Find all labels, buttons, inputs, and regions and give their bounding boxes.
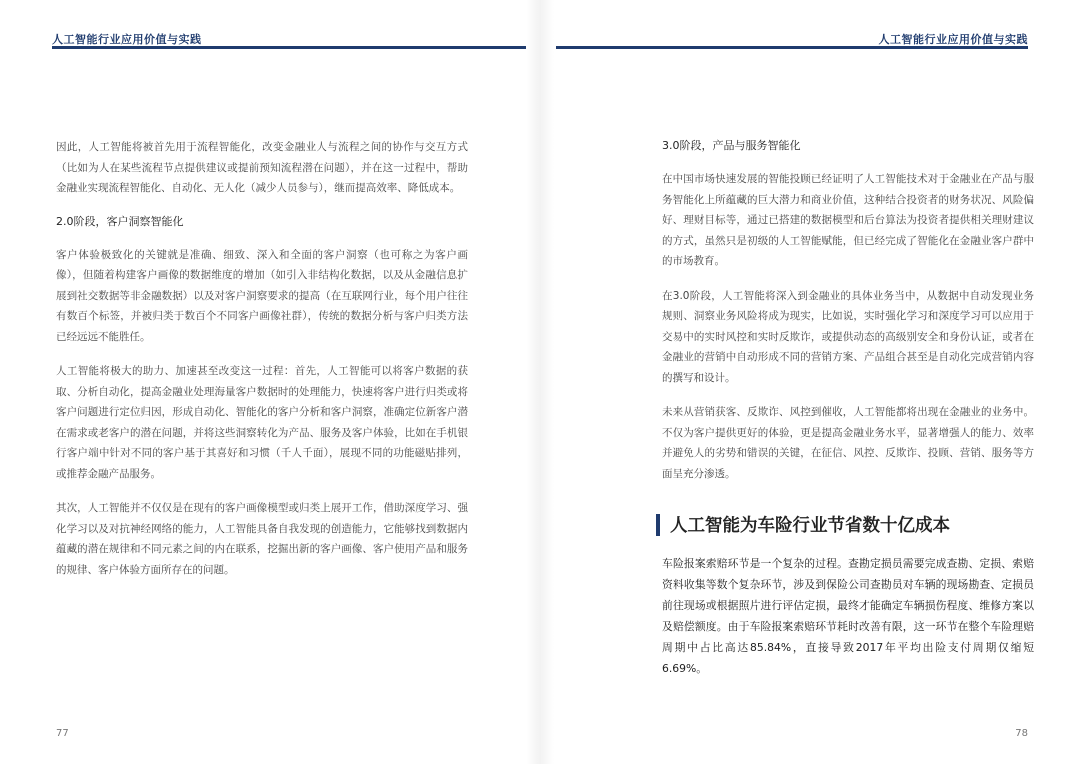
header-rule-left: [52, 46, 526, 49]
running-head-right: 人工智能行业应用价值与实践: [878, 33, 1028, 46]
paragraph: 客户体验极致化的关键就是准确、细致、深入和全面的客户洞察（也可称之为客户画像），但随着构建客户画像的数据维度的增加（如引入非结构化数据，以及从金融信息扩展到社交数据等非金融数据）以及对客户洞察要求的提高（在互联网行业，每个用户往往有数百个标签，并被归类于数百个不同客户画像社群），传统的数据分析与客户归类方法已经远远不能胜任。: [56, 248, 468, 343]
paragraph: 其次，人工智能并不仅仅是在现有的客户画像模型或归类上展开工作，借助深度学习、强化学习以及对抗神经网络的能力，人工智能具备自我发现的创造能力，它能够找到数据内蕴藏的潜在规律和不同元素之间的内在联系，挖掘出新的客户画像、客户使用产品和服务的规律、客户体验方面所存在的问题。: [56, 502, 468, 576]
paragraph: 在中国市场快速发展的智能投顾已经证明了人工智能技术对于金融业在产品与服务智能化上所蕴藏的巨大潜力和商业价值，这种结合投资者的财务状况、风险偏好、理财目标等，通过已搭建的数据模型和后台算法为投资者提供相关理财建议的方式，虽然只是初级的人工智能赋能，但已经完成了智能化在金融业客户群中的市场教育。: [662, 173, 1034, 267]
section-accent-bar: [656, 514, 660, 536]
paragraph: 未来从营销获客、反欺诈、风控到催收，人工智能都将出现在金融业的业务中。不仅为客户提供更好的体验，更是提高金融业务水平，显著增强人的能力、效率并避免人的劣势和错误的关键，在征信、风控、反欺诈、投顾、营销、服务等方面呈充分渗透。: [662, 406, 1034, 480]
paragraph: 因此，人工智能将被首先用于流程智能化，改变金融业人与流程之间的协作与交互方式（比如为人在某些流程节点提供建议或提前预知流程潜在问题），并在这一过程中，帮助金融业实现流程智能化、自动化、无人化（减少人员参与），继而提高效率、降低成本。: [56, 141, 468, 194]
page-number-left: 77: [56, 728, 69, 739]
paragraph: 人工智能将极大的助力、加速甚至改变这一过程：首先，人工智能可以将客户数据的获取、分析自动化，提高金融业处理海量客户数据时的处理能力，快速将客户进行归类或将客户问题进行定位归因，形成自动化、智能化的客户分析和客户洞察，准确定位新客户潜在需求或老客户的潜在问题，并将这些洞察转化为产品、服务及客户体验，比如在手机银行客户端中针对不同的客户基于其喜好和习惯（千人千面），展现不同的功能磁贴排列，或推荐金融产品服务。: [56, 365, 468, 480]
section-heading: [656, 512, 1034, 537]
right-page-content: [662, 137, 1034, 693]
subheading-3-0: 3.0阶段，产品与服务智能化: [662, 139, 801, 152]
page-number-right: 78: [1015, 728, 1028, 739]
paragraph: 在3.0阶段，人工智能将深入到金融业的具体业务当中，从数据中自动发现业务规则、洞察业务风险将成为现实，比如说，实时强化学习和深度学习可以应用于交易中的实时风控和实时反欺诈，或提供动态的高级别安全和身份认证，或者在金融业的营销中自动形成不同的营销方案、产品组合甚至是自动化完成营销内容的撰写和设计。: [662, 289, 1034, 384]
subheading-2-0: 2.0阶段，客户洞察智能化: [56, 214, 184, 228]
section-paragraph: 车险报案索赔环节是一个复杂的过程。查勘定损员需要完成查勘、定损、索赔资料收集等数个复杂环节，涉及到保险公司查勘员对车辆的现场勘查、定损员前往现场或根据照片进行评估定损，最终才能确定车辆损伤程度、维修方案以及赔偿额度。由于车险报案索赔环节耗时改善有限，这一环节在整个车险理赔周期中占比高达85.84%，直接导致2017年平均出险支付周期仅缩短6.69%。: [662, 557, 1034, 675]
left-page-content: [56, 137, 468, 594]
running-head-left: 人工智能行业应用价值与实践: [52, 33, 202, 46]
header-rule-right: [556, 46, 1028, 49]
right-page: [540, 0, 1080, 764]
section-title: 人工智能为车险行业节省数十亿成本: [670, 516, 950, 536]
